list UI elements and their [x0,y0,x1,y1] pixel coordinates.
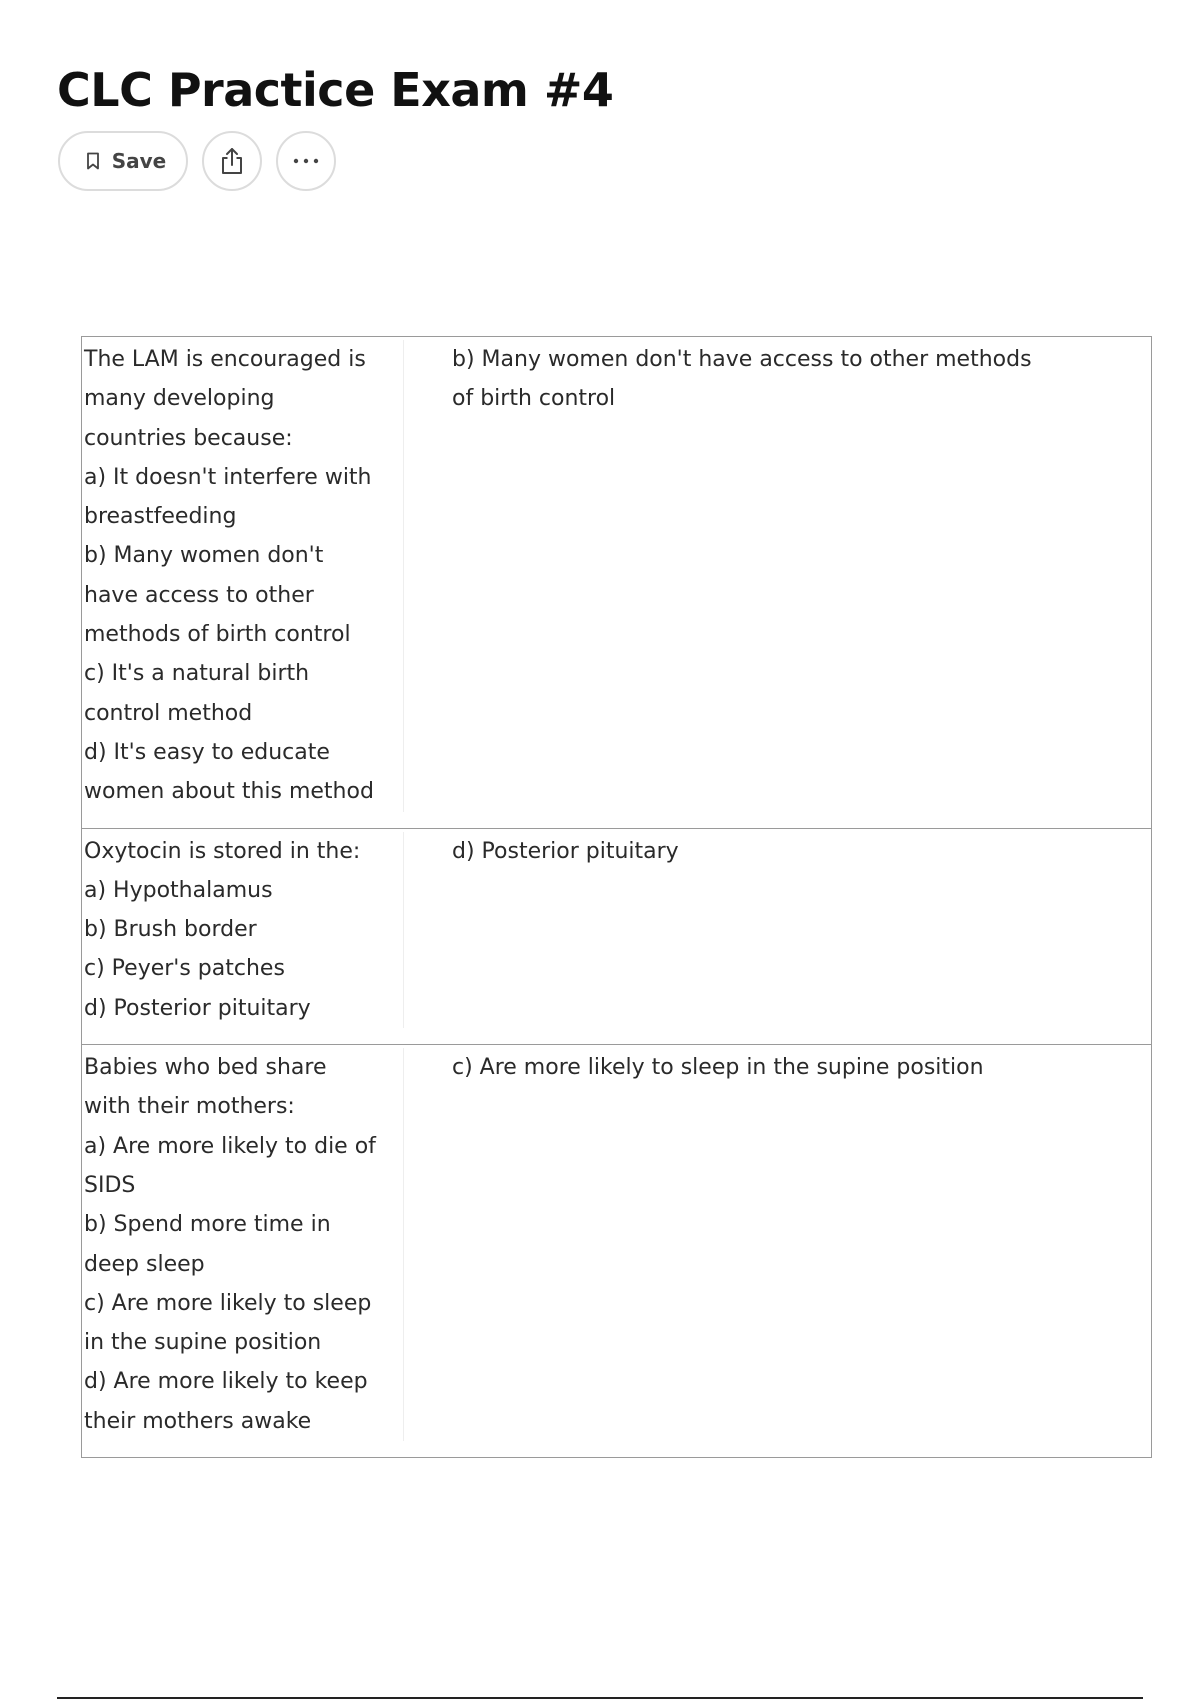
share-icon [219,146,245,176]
save-button[interactable] [58,131,188,191]
table-row [82,828,1152,1044]
save-button-label: Save [111,149,167,173]
question-text: Babies who bed share with their mothers: a) Are more likely to die of SIDS b) Spend more time in deep sleep c) Are more likely to sleep in the supine position d) Are more likely to keep their mothers awake [84,1048,404,1441]
flashcard-table [81,336,1152,1458]
question-text: Oxytocin is stored in the: a) Hypothalamus b) Brush border c) Peyer's patches d) Posterior pituitary [84,832,404,1028]
more-icon [292,158,320,164]
table-row [82,337,1152,829]
table-row [82,1045,1152,1458]
bookmark-icon [86,152,100,170]
toolbar [58,131,350,191]
page-title: CLC Practice Exam #4 [57,63,614,117]
answer-cell [404,1045,1152,1458]
share-button[interactable] [202,131,262,191]
question-cell [82,337,405,829]
answer-cell [404,828,1152,1044]
answer-text: b) Many women don't have access to other methods of birth control [452,347,1039,412]
answer-text: d) Posterior pituitary [452,838,679,864]
answer-cell [404,337,1152,829]
footer-divider [57,1697,1143,1699]
more-options-button[interactable] [276,131,336,191]
question-cell [82,1045,405,1458]
question-text: The LAM is encouraged is many developing countries because: a) It doesn't interfere with breastfeeding b) Many women don't have access to other methods of birth control c) It's a natural birth control method d) It's easy to educate women about this method [84,340,404,812]
question-cell [82,828,405,1044]
answer-text: c) Are more likely to sleep in the supine position [452,1055,984,1081]
